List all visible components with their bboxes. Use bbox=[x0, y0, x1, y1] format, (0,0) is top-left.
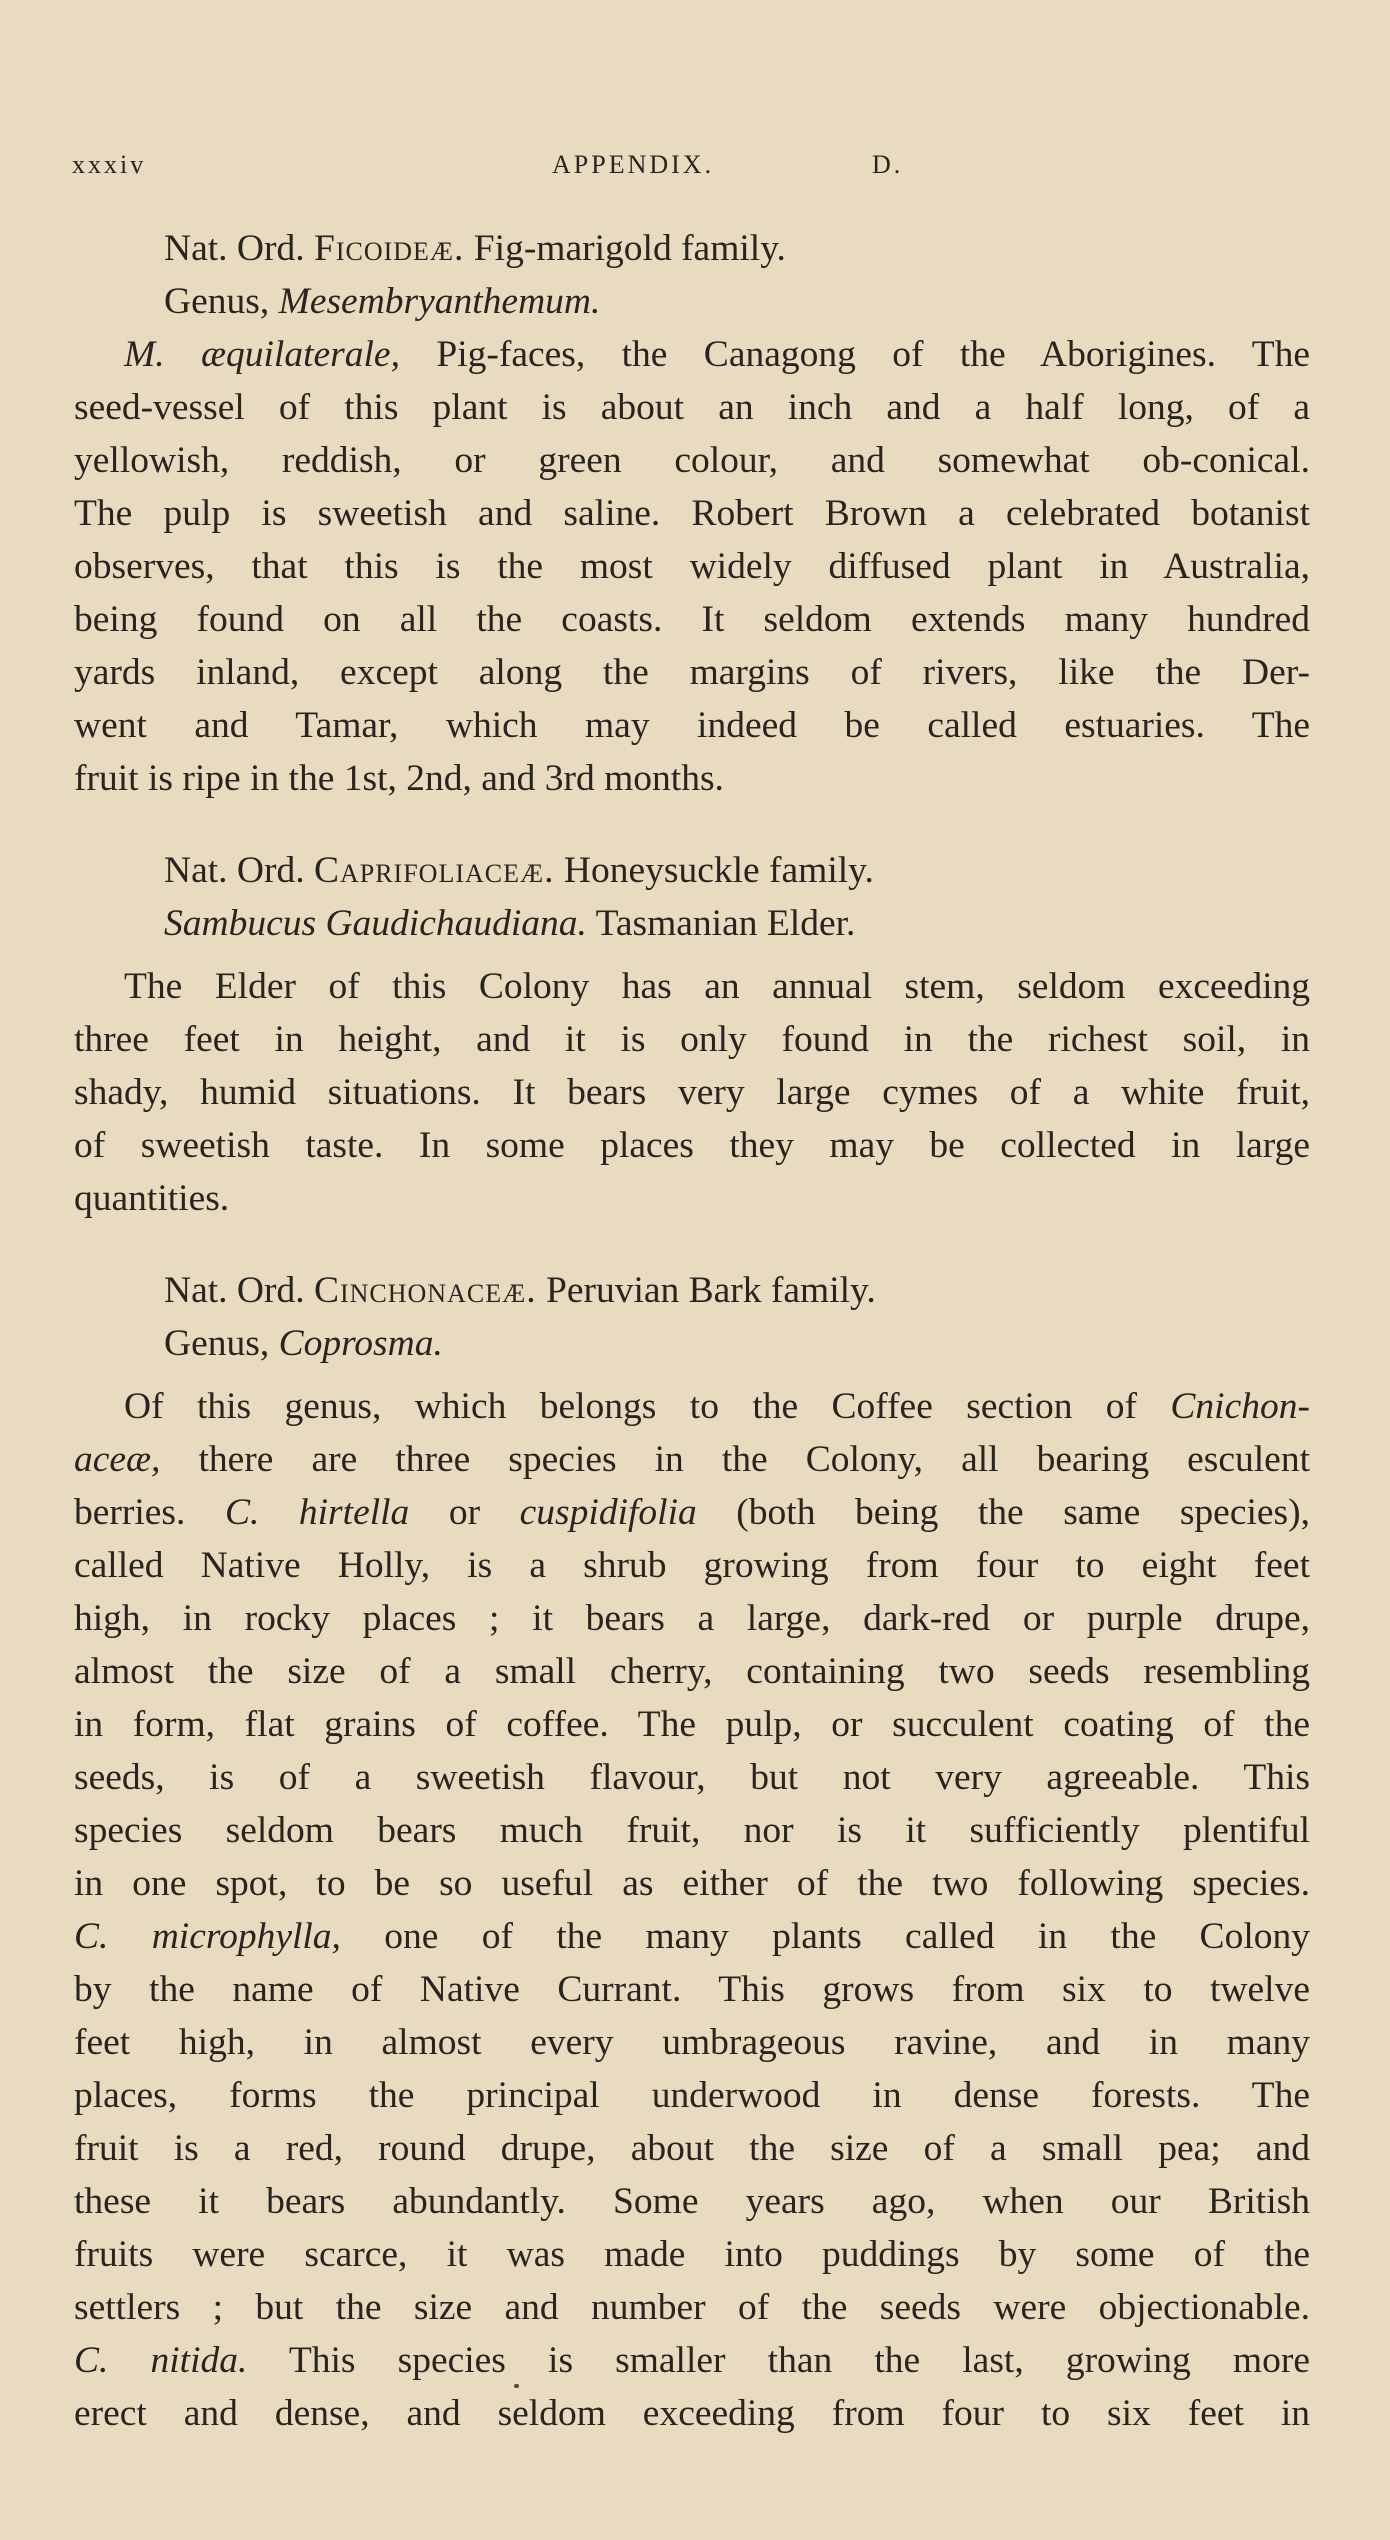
cinchonaceae-order-heading: Nat. Ord. Cinchonaceæ. Peruvian Bark family. bbox=[164, 1270, 876, 1311]
cinchonaceae-genus-heading: Genus, Coprosma. bbox=[164, 1323, 443, 1364]
text-line: seeds, is of a sweetish flavour, but not very agreeable. This bbox=[74, 1757, 1310, 1798]
text-line: went and Tamar, which may indeed be called estuaries. The bbox=[74, 705, 1310, 746]
text-line: of sweetish taste. In some places they may be collected in large bbox=[74, 1125, 1310, 1166]
text-line: high, in rocky places ; it bears a large, dark-red or purple drupe, bbox=[74, 1598, 1310, 1639]
text-line: settlers ; but the size and number of the seeds were objectionable. bbox=[74, 2287, 1310, 2328]
text-line: three feet in height, and it is only found in the richest soil, in bbox=[74, 1019, 1310, 1060]
ficoideae-genus-heading: Genus, Mesembryanthemum. bbox=[164, 281, 601, 322]
text-line: erect and dense, and seldom exceeding from four to six feet in bbox=[74, 2393, 1310, 2434]
caprifoliaceae-species-heading: Sambucus Gaudichaudiana. Tasmanian Elder. bbox=[164, 903, 856, 944]
text-line: observes, that this is the most widely diffused plant in Australia, bbox=[74, 546, 1310, 587]
text-line: called Native Holly, is a shrub growing from four to eight feet bbox=[74, 1545, 1310, 1586]
order-name: Cinchonaceæ. bbox=[313, 1270, 537, 1311]
text-line: The pulp is sweetish and saline. Robert Brown a celebrated botanist bbox=[74, 493, 1310, 534]
text-line: quantities. bbox=[74, 1178, 230, 1219]
genus-name: Mesembryanthemum. bbox=[278, 281, 601, 322]
species-name: Sambucus Gaudichaudiana. bbox=[164, 903, 587, 944]
text-line: C. microphylla, one of the many plants called in the Colony bbox=[74, 1916, 1310, 1957]
text-line: fruit is a red, round drupe, about the size of a small pea; and bbox=[74, 2128, 1310, 2169]
text-line: species seldom bears much fruit, nor is it sufficiently plentiful bbox=[74, 1810, 1310, 1851]
text-line: by the name of Native Currant. This grows from six to twelve bbox=[74, 1969, 1310, 2010]
caprifoliaceae-order-heading: Nat. Ord. Caprifoliaceæ. Honeysuckle family. bbox=[164, 850, 874, 891]
section-gap bbox=[74, 1370, 1310, 1380]
body-text bbox=[74, 222, 1310, 2440]
page-number: xxxiv bbox=[72, 150, 147, 179]
text-line: fruit is ripe in the 1st, 2nd, and 3rd months. bbox=[74, 758, 724, 799]
section-title: APPENDIX. bbox=[552, 150, 715, 179]
text-line: berries. C. hirtella or cuspidifolia (both being the same species), bbox=[74, 1492, 1310, 1533]
ink-speck bbox=[514, 2384, 519, 2388]
text-line: M. æquilaterale, Pig-faces, the Canagong of the Aborigines. The bbox=[124, 334, 1311, 375]
text-line: seed-vessel of this plant is about an inch and a half long, of a bbox=[74, 387, 1310, 428]
text-line: almost the size of a small cherry, containing two seeds resembling bbox=[74, 1651, 1310, 1692]
order-name: Caprifoliaceæ. bbox=[313, 850, 555, 891]
text-line: places, forms the principal underwood in dense forests. The bbox=[74, 2075, 1310, 2116]
section-gap bbox=[74, 1225, 1310, 1264]
text-line: feet high, in almost every umbrageous ravine, and in many bbox=[74, 2022, 1310, 2063]
text-line: these it bears abundantly. Some years ago, when our British bbox=[74, 2181, 1310, 2222]
text-line: yellowish, reddish, or green colour, and somewhat ob-conical. bbox=[74, 440, 1310, 481]
order-name: Ficoideæ. bbox=[313, 228, 465, 269]
text-line: being found on all the coasts. It seldom extends many hundred bbox=[74, 599, 1310, 640]
section-gap bbox=[74, 805, 1310, 844]
text-line: in form, flat grains of coffee. The pulp, or succulent coating of the bbox=[74, 1704, 1310, 1745]
running-head bbox=[72, 150, 1312, 190]
text-line: The Elder of this Colony has an annual stem, seldom exceeding bbox=[124, 966, 1310, 1007]
section-gap bbox=[74, 950, 1310, 960]
species-name: M. æquilaterale, bbox=[124, 334, 400, 375]
text-line: aceæ, there are three species in the Colony, all bearing esculent bbox=[74, 1439, 1310, 1480]
ficoideae-order-heading: Nat. Ord. Ficoideæ. Fig-marigold family. bbox=[164, 228, 786, 269]
text-line: shady, humid situations. It bears very large cymes of a white fruit, bbox=[74, 1072, 1310, 1113]
text-line: in one spot, to be so useful as either of the two following species. bbox=[74, 1863, 1310, 1904]
text-line: yards inland, except along the margins of rivers, like the Der- bbox=[74, 652, 1310, 693]
genus-name: Coprosma. bbox=[278, 1323, 443, 1364]
text-line: C. nitida. This species is smaller than the last, growing more bbox=[74, 2340, 1310, 2381]
text-line: Of this genus, which belongs to the Coffee section of Cnichon- bbox=[124, 1386, 1310, 1427]
section-letter: D. bbox=[872, 150, 904, 179]
text-line: fruits were scarce, it was made into puddings by some of the bbox=[74, 2234, 1310, 2275]
